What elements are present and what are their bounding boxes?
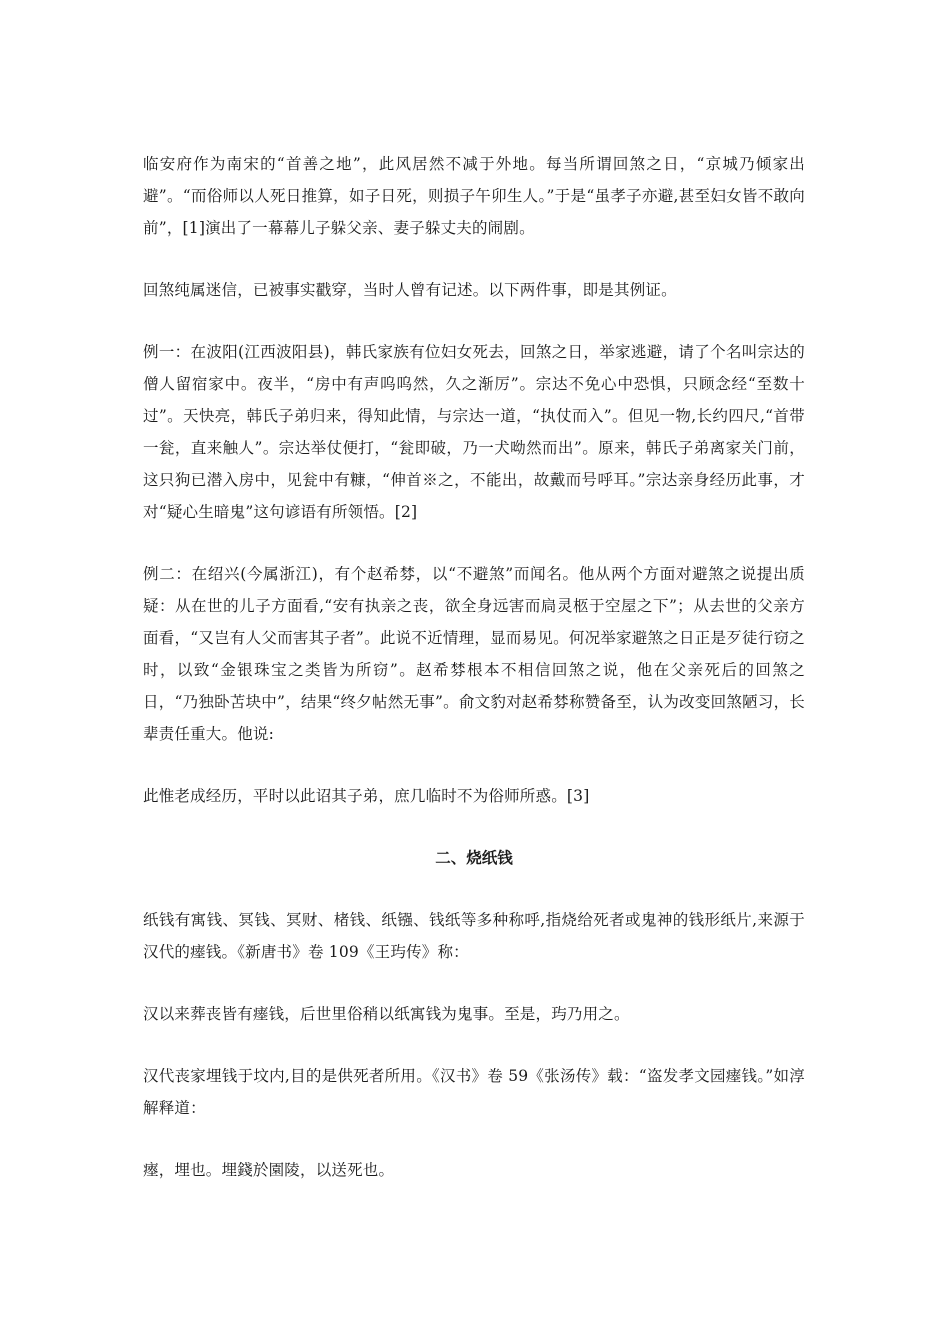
- paragraph-quote-yu-wenbao: 此惟老成经历，平时以此诏其子弟，庶几临时不为俗师所惑。[3]: [143, 787, 590, 805]
- document-page: [143, 148, 805, 1186]
- paragraph-example-two: 例二：在绍兴(今属浙江)，有个赵希棼，以“不避煞”而闻名。他从两个方面对避煞之说提出质疑：从在世的儿子方面看,“安有执亲之丧，欲全身远害而扃灵柩于空屋之下”；从去世的父亲方面看，“又岂有人父而害其子者”。此说不近情理，显而易见。何况举家避煞之日正是歹徒行窃之时，以致“金银珠宝之类皆为所窃”。赵希棼根本不相信回煞之说，他在父亲死后的回煞之日，“乃独卧苫块中”，结果“终夕帖然无事”。俞文豹对赵希棼称赞备至，认为改变回煞陋习，长辈责任重大。他说:: [143, 565, 805, 743]
- paragraph-lin-an: 临安府作为南宋的“首善之地”，此风居然不减于外地。每当所谓回煞之日，“京城乃倾家出避”。“而俗师以人死日推算，如子日死，则损子午卯生人。”于是“虽孝子亦避,甚至妇女皆不敢向前”，[1]演出了一幕幕儿子躲父亲、妻子躲丈夫的闹剧。: [143, 155, 805, 237]
- section-heading: 二、烧纸钱: [435, 848, 513, 867]
- paragraph-example-one: 例一：在波阳(江西波阳县)，韩氏家族有位妇女死去，回煞之日，举家逃避，请了个名叫宗达的僧人留宿家中。夜半，“房中有声呜呜然，久之渐厉”。宗达不免心中恐惧，只顾念经“至数十过”。天快亮，韩氏子弟归来，得知此情，与宗达一道，“执仗而入”。但见一物,长约四尺,“首带一瓮，直来触人”。宗达举仗便打，“瓮即破，乃一犬呦然而出”。原来，韩氏子弟离家关门前，这只狗已潜入房中，见瓮中有糠，“伸首※之，不能出，故戴而号呼耳。”宗达亲身经历此事，才对“疑心生暗鬼”这句谚语有所领悟。[2]: [143, 343, 805, 521]
- paragraph-quote-ru-chun: 瘞，埋也。埋錢於園陵，以送死也。: [143, 1161, 395, 1179]
- paragraph-hui-sha-superstition: 回煞纯属迷信，已被事实戳穿，当时人曾有记述。以下两件事，即是其例证。: [143, 281, 677, 299]
- paragraph-paper-money-names: 纸钱有寓钱、冥钱、冥财、楮钱、纸镪、钱纸等多种称呼,指烧给死者或鬼神的钱形纸片,来源于汉代的瘗钱。《新唐书》卷 109《王玙传》称：: [143, 911, 805, 961]
- paragraph-han-burial: 汉代丧家埋钱于坟内,目的是供死者所用。《汉书》卷 59《张汤传》载：“盗发孝文园瘗钱。”如淳解释道：: [143, 1067, 805, 1117]
- paragraph-quote-wang-yu: 汉以来葬丧皆有瘗钱，后世里俗稍以纸寓钱为鬼事。至是，玙乃用之。: [143, 1005, 630, 1023]
